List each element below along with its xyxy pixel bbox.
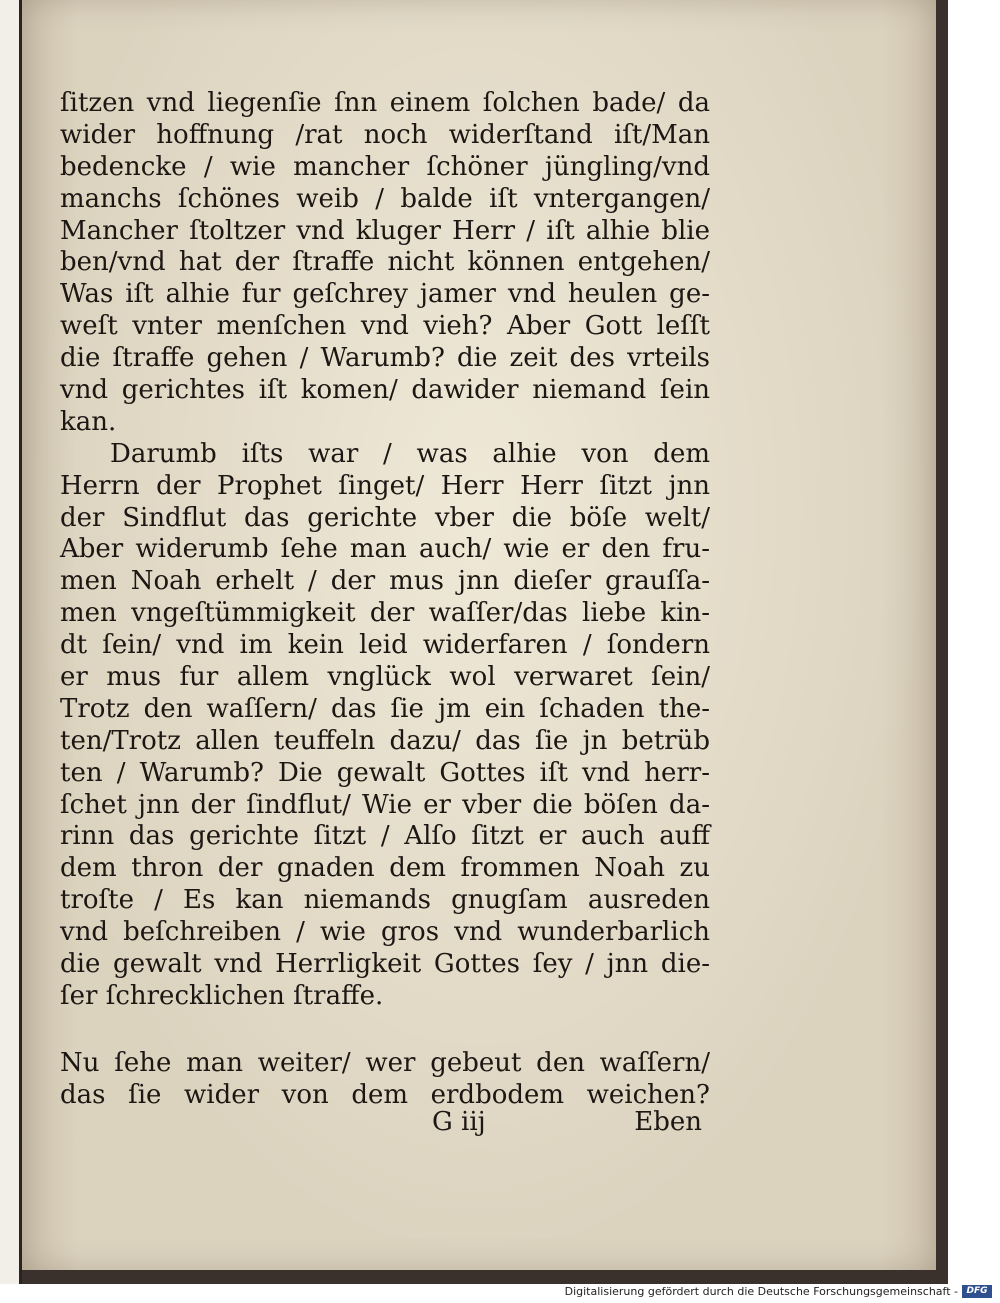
neighbor-page-edge <box>0 0 22 1284</box>
text-line: Darumb iſts war / was alhie von dem <box>110 438 710 469</box>
catchword-line <box>432 1106 702 1138</box>
digitization-footer <box>565 1285 992 1298</box>
text-line: men Noah erhelt / der mus jnn dieſer grauſſa- <box>60 566 710 597</box>
text-line: er mus fur allem vnglück wol verwaret ſein/ <box>60 662 710 693</box>
text-line: ſer ſchrecklichen ſtraffe. <box>60 980 384 1011</box>
text-line: ben/vnd hat der ſtraffe nicht können entgehen/ <box>60 247 710 278</box>
funding-credit: Digitalisierung gefördert durch die Deutsche Forschungsgemeinschaft - <box>564 1285 958 1298</box>
text-line: Aber widerumb ſehe man auch/ wie er den fru- <box>60 534 710 565</box>
text-line: vnd gerichtes iſt komen/ dawider niemand ſein <box>60 375 710 406</box>
text-line: vnd beſchreiben / wie gros vnd wunderbarlich <box>60 917 710 948</box>
text-line: die ſtraffe gehen / Warumb? die zeit des vrteils <box>60 343 710 374</box>
text-line: manchs ſchönes weib / balde iſt vntergangen/ <box>60 183 710 214</box>
text-line: kan. <box>60 406 117 437</box>
text-line: rinn das gerichte ſitzt / Alſo ſitzt er auch auff <box>60 821 710 852</box>
text-line: das ſie wider von dem erdbodem weichen? <box>60 1079 710 1110</box>
text-line: ten/Trotz allen teuffeln dazu/ das ſie jn betrüb <box>60 725 710 756</box>
text-line: ſchet jnn der ſindflut/ Wie er vber die böſen da- <box>60 789 710 820</box>
text-line: dem thron der gnaden dem frommen Noah zu <box>60 853 710 884</box>
text-line: men vngeſtümmigkeit der waſſer/das liebe kin- <box>60 598 710 629</box>
text-line: bedencke / wie mancher ſchöner jüngling/vnd <box>60 151 710 182</box>
text-line: Was iſt alhie fur geſchrey jamer vnd heulen ge- <box>60 279 710 310</box>
text-line: weſt vnter menſchen vnd vieh? Aber Gott leſſt <box>60 311 710 342</box>
text-line: Mancher ſtoltzer vnd kluger Herr / iſt alhie blie <box>60 215 710 246</box>
page-text <box>60 88 710 1112</box>
text-line: wider hoffnung /rat noch widerſtand iſt/Man <box>60 119 710 150</box>
book-page <box>22 0 936 1270</box>
text-line: Herrn der Prophet ſinget/ Herr Herr ſitzt jnn <box>60 470 710 501</box>
text-line: troſte / Es kan niemands gnugſam ausreden <box>60 885 710 916</box>
text-line: der Sindflut das gerichte vber die böſe welt/ <box>60 502 710 533</box>
signature-mark: G iij <box>432 1107 486 1137</box>
catchword: Eben <box>634 1107 702 1137</box>
text-line: Trotz den waſſern/ das ſie jm ein ſchaden the- <box>60 693 710 724</box>
text-line: ten / Warumb? Die gewalt Gottes iſt vnd herr- <box>60 757 710 788</box>
text-line: die gewalt vnd Herrligkeit Gottes ſey / jnn die- <box>60 949 710 980</box>
text-line: dt ſein/ vnd im kein leid widerfaren / ſondern <box>60 630 710 661</box>
dfg-logo-icon: DFG <box>962 1285 992 1298</box>
text-line: Nu ſehe man weiter/ wer gebeut den waſſern/ <box>60 1047 710 1078</box>
text-line: ſitzen vnd liegenſie ſnn einem ſolchen bade/ da <box>60 88 710 118</box>
